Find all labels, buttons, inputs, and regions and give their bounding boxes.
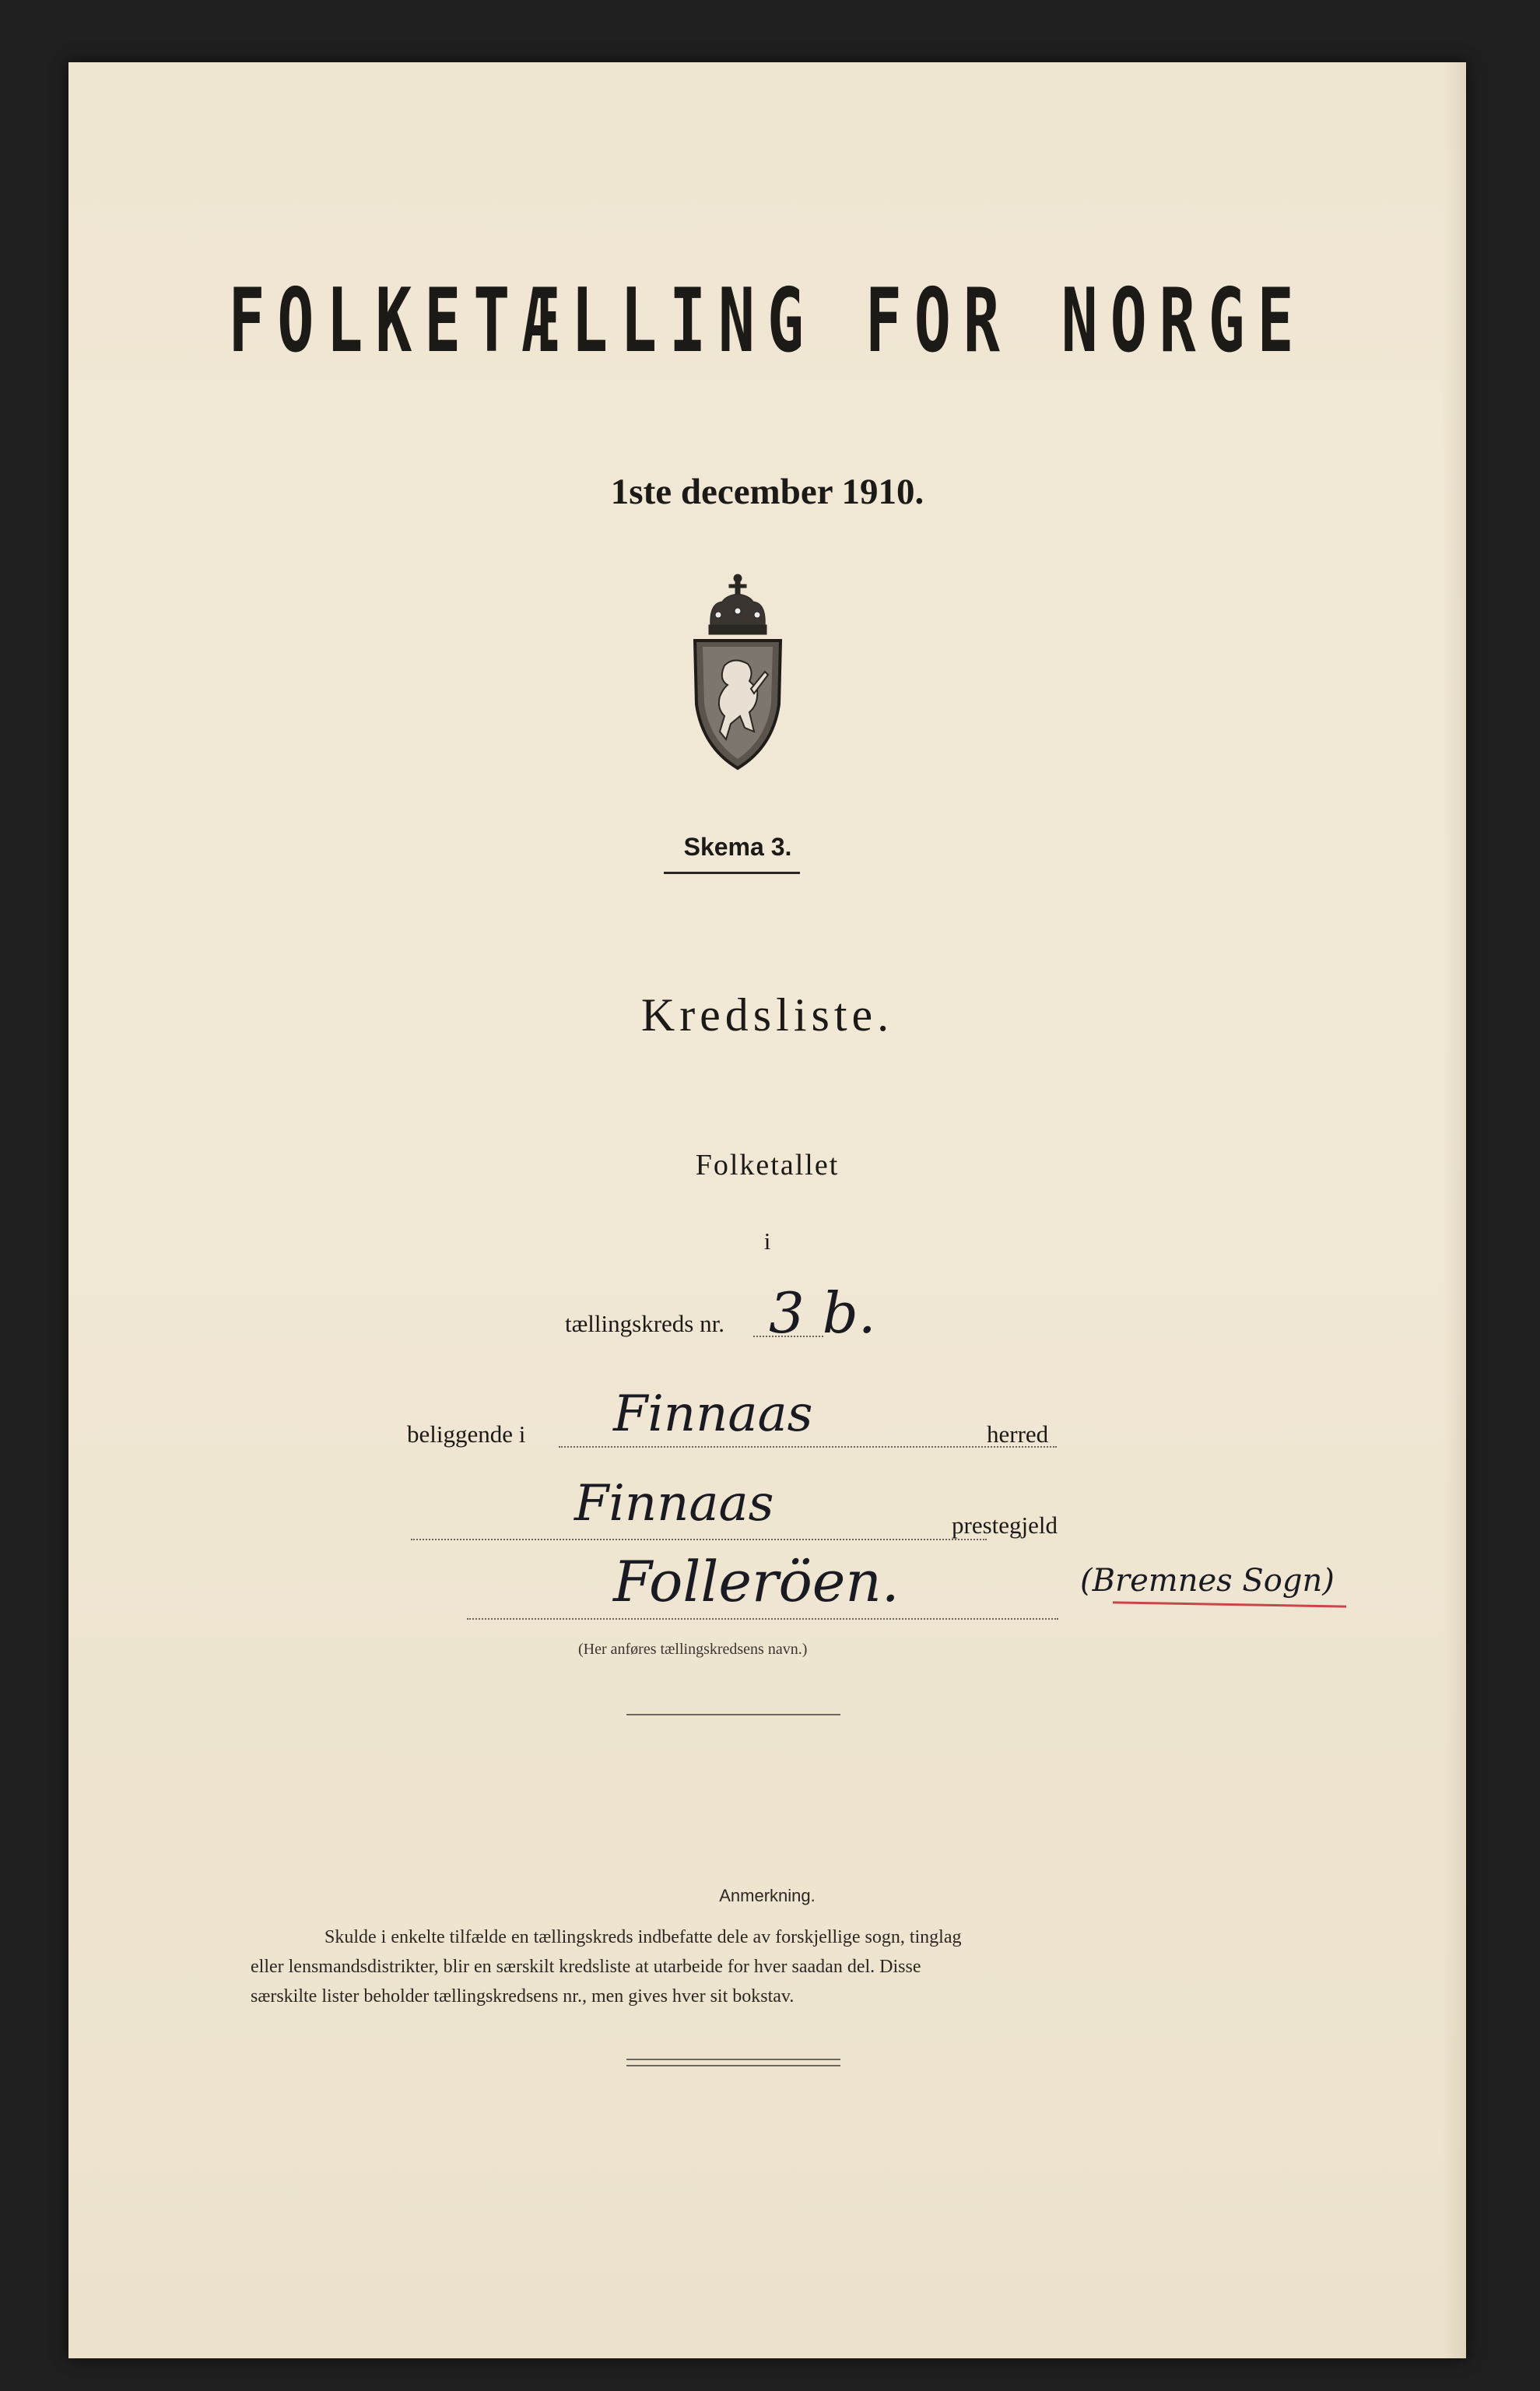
census-date: 1ste december 1910. bbox=[610, 472, 924, 512]
district-name-extra: (Bremnes Sogn) bbox=[1080, 1563, 1335, 1599]
located-label: beliggende i bbox=[407, 1420, 526, 1448]
divider-rule bbox=[626, 1714, 840, 1715]
bottom-rule-bottom bbox=[626, 2065, 840, 2066]
remark-line-3: særskilte lister beholder tællingskredsens nr., men gives hver sit bokstav. bbox=[251, 1986, 795, 2007]
district-number-value: 3 b. bbox=[769, 1280, 876, 1346]
red-underline bbox=[1113, 1601, 1346, 1607]
prestegjeld-label: prestegjeld bbox=[952, 1511, 1058, 1539]
bottom-rule-top bbox=[626, 2059, 840, 2060]
district-name-hint: (Her anføres tællingskredsens navn.) bbox=[578, 1641, 808, 1658]
remark-line-2: eller lensmandsdistrikter, blir en særskilt kredsliste at utarbeide for hver saadan del. Disse bbox=[251, 1957, 921, 1977]
prestegjeld-value: Finnaas bbox=[574, 1475, 774, 1533]
form-heading: Kredsliste. bbox=[640, 989, 894, 1041]
schema-label: Skema 3. bbox=[683, 833, 792, 861]
herred-dotline bbox=[559, 1446, 1057, 1448]
schema-underline bbox=[664, 872, 800, 874]
remark-line-1: Skulde i enkelte tilfælde en tællingskreds indbefatte dele av forskjellige sogn, tinglag bbox=[324, 1927, 962, 1947]
remark-heading: Anmerkning. bbox=[719, 1886, 816, 1905]
norwegian-coat-of-arms-icon bbox=[679, 572, 796, 774]
herred-value: Finnaas bbox=[613, 1385, 813, 1443]
population-label: Folketallet bbox=[695, 1149, 840, 1181]
district-number-label: tællingskreds nr. bbox=[565, 1310, 724, 1337]
form-title: FOLKETÆLLING FOR NORGE bbox=[228, 271, 1307, 373]
remark-text bbox=[251, 1922, 1340, 2011]
district-name-value: Folleröen. bbox=[613, 1549, 900, 1614]
census-form-page bbox=[68, 62, 1466, 2358]
district-name-dotline bbox=[467, 1618, 1058, 1620]
preposition-label: i bbox=[763, 1227, 771, 1255]
prestegjeld-dotline bbox=[411, 1539, 987, 1540]
herred-label: herred bbox=[987, 1420, 1049, 1448]
